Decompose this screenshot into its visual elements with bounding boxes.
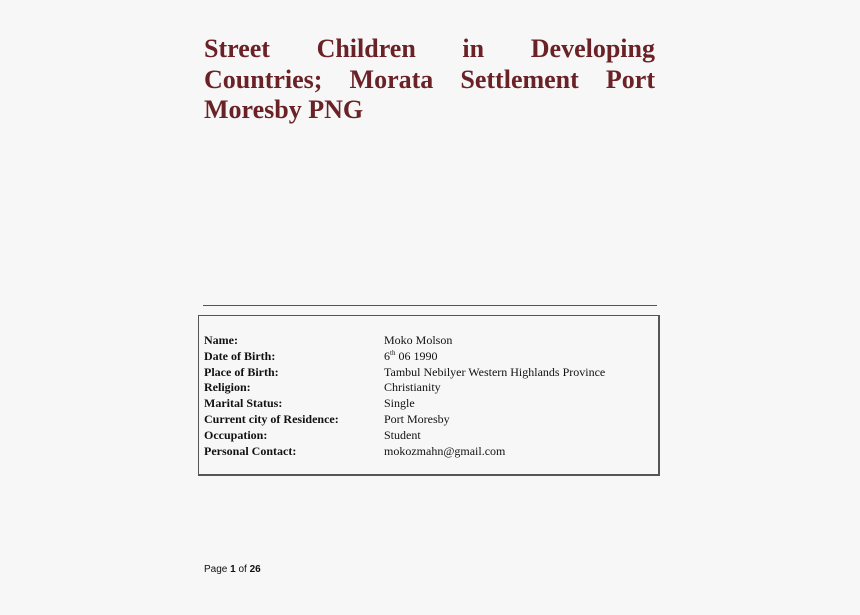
birth-month-year: 06 1990 — [395, 348, 438, 363]
ordinal-suffix: th — [390, 348, 396, 357]
current-page: 1 — [230, 564, 236, 575]
detail-label: Date of Birth: — [204, 348, 276, 363]
birth-day: 6 — [384, 348, 390, 363]
detail-label: Occupation: — [204, 427, 268, 442]
page-footer — [204, 564, 261, 575]
detail-label: Name: — [204, 333, 238, 347]
page-word: Page — [204, 564, 228, 575]
detail-value: Moko Molson — [384, 333, 453, 347]
detail-label: Personal Contact: — [204, 443, 297, 458]
title-line: Moresby PNG — [204, 95, 364, 124]
detail-value: Port Moresby — [384, 411, 450, 426]
detail-value — [384, 349, 437, 365]
detail-value: mokozmahn@gmail.com — [384, 443, 506, 458]
detail-value: Christianity — [384, 380, 441, 395]
horizontal-divider — [203, 305, 657, 306]
detail-label: Religion: — [204, 380, 251, 395]
of-word: of — [238, 564, 247, 575]
total-pages: 26 — [249, 564, 261, 575]
detail-label: Place of Birth: — [204, 364, 279, 379]
title-line: Street Children in Developing — [204, 34, 655, 63]
document-title — [204, 34, 655, 126]
title-line: Countries; Morata Settlement Port — [204, 64, 655, 94]
detail-label: Current city of Residence: — [204, 411, 339, 426]
detail-value: Single — [384, 396, 415, 411]
detail-label: Marital Status: — [204, 396, 283, 411]
detail-value: Student — [384, 427, 421, 442]
detail-value: Tambul Nebilyer Western Highlands Province — [384, 364, 606, 379]
